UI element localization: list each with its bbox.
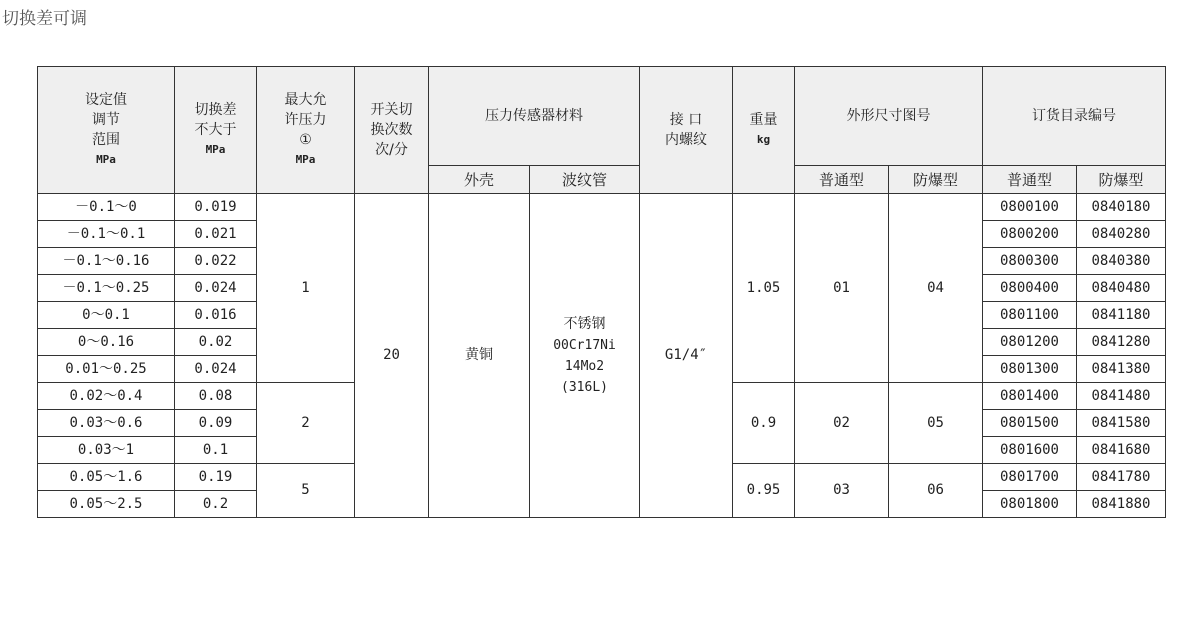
cell-order-normal: 0801200 (983, 329, 1077, 356)
cell-order-explosion-proof: 0840280 (1077, 221, 1166, 248)
cell-order-normal: 0800300 (983, 248, 1077, 275)
cell-port: G1/4″ (640, 194, 733, 518)
cell-order-normal: 0800200 (983, 221, 1077, 248)
header-dims-normal: 普通型 (795, 166, 889, 194)
cell-dims-explosion-proof: 05 (889, 383, 983, 464)
header-range: 设定值 调节 范围 MPa (38, 67, 175, 194)
cell-range: 0.05～2.5 (38, 491, 175, 518)
cell-range: －0.1～0.25 (38, 275, 175, 302)
cell-range: 0.05～1.6 (38, 464, 175, 491)
table-header (38, 67, 1166, 194)
cell-order-explosion-proof: 0840380 (1077, 248, 1166, 275)
cell-dims-normal: 01 (795, 194, 889, 383)
cell-range: 0～0.16 (38, 329, 175, 356)
cell-order-explosion-proof: 0841380 (1077, 356, 1166, 383)
cell-order-explosion-proof: 0841180 (1077, 302, 1166, 329)
cell-diff: 0.024 (175, 356, 257, 383)
cell-switch-frequency: 20 (355, 194, 429, 518)
header-switch-frequency: 开关切 换次数 次/分 (355, 67, 429, 194)
table-row (38, 194, 1166, 221)
cell-diff: 0.019 (175, 194, 257, 221)
cell-dims-normal: 03 (795, 464, 889, 518)
cell-housing: 黄铜 (429, 194, 530, 518)
header-max-pressure: 最大允 许压力 ① MPa (257, 67, 355, 194)
cell-range: 0.03～1 (38, 437, 175, 464)
cell-diff: 0.016 (175, 302, 257, 329)
header-order-number: 订货目录编号 (983, 67, 1166, 166)
table-body (38, 194, 1166, 518)
cell-diff: 0.09 (175, 410, 257, 437)
cell-range: －0.1～0.16 (38, 248, 175, 275)
cell-diff: 0.2 (175, 491, 257, 518)
cell-order-normal: 0801400 (983, 383, 1077, 410)
cell-range: 0.02～0.4 (38, 383, 175, 410)
header-dimension-drawing: 外形尺寸图号 (795, 67, 983, 166)
page-title: 切换差可调 (2, 9, 87, 29)
cell-max-pressure: 2 (257, 383, 355, 464)
cell-diff: 0.02 (175, 329, 257, 356)
spec-table (37, 66, 1166, 518)
cell-order-explosion-proof: 0841280 (1077, 329, 1166, 356)
cell-range: 0.01～0.25 (38, 356, 175, 383)
cell-order-explosion-proof: 0840480 (1077, 275, 1166, 302)
cell-order-normal: 0800100 (983, 194, 1077, 221)
cell-order-explosion-proof: 0841480 (1077, 383, 1166, 410)
header-housing: 外壳 (429, 166, 530, 194)
cell-order-explosion-proof: 0841880 (1077, 491, 1166, 518)
cell-diff: 0.022 (175, 248, 257, 275)
cell-range: 0～0.1 (38, 302, 175, 329)
header-dims-explosion-proof: 防爆型 (889, 166, 983, 194)
cell-order-normal: 0800400 (983, 275, 1077, 302)
cell-max-pressure: 1 (257, 194, 355, 383)
cell-weight: 0.9 (733, 383, 795, 464)
cell-diff: 0.19 (175, 464, 257, 491)
cell-range: 0.03～0.6 (38, 410, 175, 437)
cell-order-explosion-proof: 0841580 (1077, 410, 1166, 437)
header-order-normal: 普通型 (983, 166, 1077, 194)
header-bellows: 波纹管 (530, 166, 640, 194)
cell-diff: 0.1 (175, 437, 257, 464)
cell-weight: 1.05 (733, 194, 795, 383)
cell-order-explosion-proof: 0841680 (1077, 437, 1166, 464)
cell-order-normal: 0801700 (983, 464, 1077, 491)
header-weight: 重量 kg (733, 67, 795, 194)
header-port: 接 口 内螺纹 (640, 67, 733, 194)
cell-max-pressure: 5 (257, 464, 355, 518)
cell-order-normal: 0801300 (983, 356, 1077, 383)
cell-range: －0.1～0.1 (38, 221, 175, 248)
cell-order-explosion-proof: 0841780 (1077, 464, 1166, 491)
cell-dims-explosion-proof: 04 (889, 194, 983, 383)
cell-diff: 0.021 (175, 221, 257, 248)
cell-order-normal: 0801600 (983, 437, 1077, 464)
cell-order-normal: 0801100 (983, 302, 1077, 329)
header-switching-difference: 切换差 不大于 MPa (175, 67, 257, 194)
cell-dims-normal: 02 (795, 383, 889, 464)
cell-weight: 0.95 (733, 464, 795, 518)
cell-order-explosion-proof: 0840180 (1077, 194, 1166, 221)
cell-order-normal: 0801800 (983, 491, 1077, 518)
cell-diff: 0.024 (175, 275, 257, 302)
cell-bellows: 不锈钢 00Cr17Ni 14Mo2 (316L) (530, 194, 640, 518)
header-sensor-material: 压力传感器材料 (429, 67, 640, 166)
cell-dims-explosion-proof: 06 (889, 464, 983, 518)
cell-range: －0.1～0 (38, 194, 175, 221)
header-order-explosion-proof: 防爆型 (1077, 166, 1166, 194)
cell-order-normal: 0801500 (983, 410, 1077, 437)
cell-diff: 0.08 (175, 383, 257, 410)
